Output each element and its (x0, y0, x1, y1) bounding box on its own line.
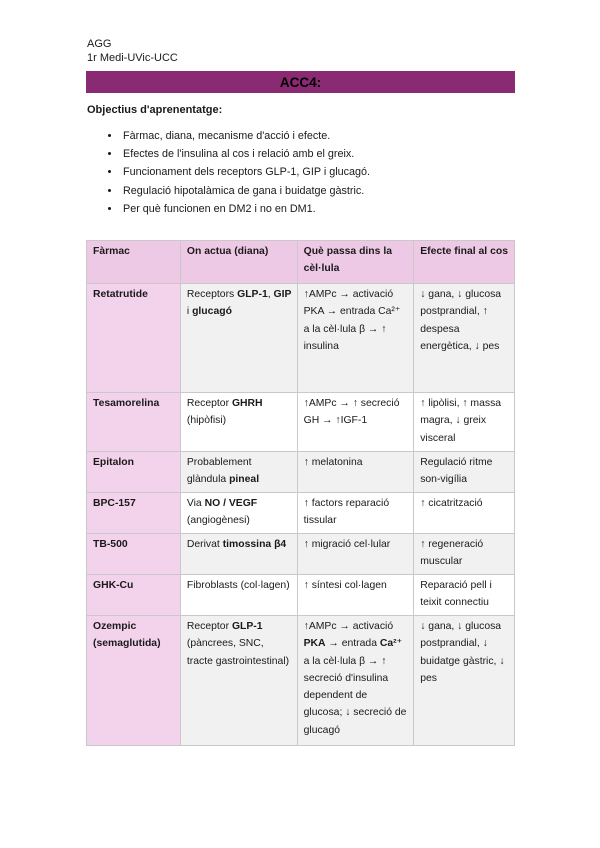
author-initials: AGG (87, 38, 112, 50)
list-item: • Per què funcionen en DM2 i no en DM1. (121, 200, 541, 218)
final-effect: ↑ lipòlisi, ↑ massa magra, ↓ greix visceral (414, 393, 515, 452)
table-row (87, 534, 515, 575)
table-row (87, 616, 515, 746)
drug-target (180, 452, 297, 493)
target-bold: GLP-1 (237, 289, 268, 300)
column-header-effect: Efecte final al cos (414, 241, 515, 284)
cell-mechanism: ↑AMPc → activació PKA → entrada Ca²⁺ a la cèl·lula β → ↑ insulina (297, 284, 414, 393)
column-header-target: On actua (diana) (180, 241, 297, 284)
target-text: Derivat (186, 539, 223, 550)
final-effect: ↓ gana, ↓ glucosa postprandial, ↓ buidatge gàstric, ↓ pes (414, 616, 515, 746)
list-item: • Regulació hipotalàmica de gana i buidatge gàstric. (121, 182, 541, 200)
drug-target (180, 493, 297, 534)
target-bold: GHRH (231, 398, 263, 409)
table-row (87, 452, 515, 493)
final-effect: ↑ cicatrització (414, 493, 515, 534)
target-text: i (186, 306, 193, 318)
document-header (87, 37, 178, 65)
drug-target (180, 284, 297, 393)
cell-mechanism: ↑ melatonina (297, 452, 414, 493)
target-text: Fibroblasts (col·lagen) (186, 580, 290, 591)
cell-mechanism: ↑ factors reparació tissular (297, 493, 414, 534)
mechanism-text: → entrada (325, 638, 380, 650)
drug-name: Tesamorelina (87, 393, 181, 452)
target-bold: pineal (229, 474, 260, 486)
cell-mechanism (297, 616, 414, 746)
cell-mechanism: ↑ síntesi col·lagen (297, 575, 414, 616)
final-effect: Regulació ritme son-vigília (414, 452, 515, 493)
title-bar (86, 71, 515, 93)
drug-name: TB-500 (87, 534, 181, 575)
drug-name: Retatrutide (87, 284, 181, 393)
drug-name: BPC-157 (87, 493, 181, 534)
column-header-drug: Fàrmac (87, 241, 181, 284)
cell-mechanism: ↑AMPc → ↑ secreció GH → ↑IGF-1 (297, 393, 414, 452)
drug-target (180, 393, 297, 452)
drug-name: GHK-Cu (87, 575, 181, 616)
table-row (87, 284, 515, 393)
target-bold: GLP-1 (231, 621, 263, 632)
list-item: • Efectes de l'insulina al cos i relació amb el greix. (121, 145, 541, 163)
table-row (87, 493, 515, 534)
final-effect: Reparació pell i teixit connectiu (414, 575, 515, 616)
cell-mechanism: ↑ migració cel·lular (297, 534, 414, 575)
drug-name: Epitalon (87, 452, 181, 493)
drug-target (180, 534, 297, 575)
drug-target (180, 575, 297, 616)
objectives-list (87, 127, 541, 218)
target-bold: glucagó (192, 306, 232, 318)
table-header-row (87, 241, 515, 284)
column-header-cell: Què passa dins la cèl·lula (297, 241, 414, 284)
target-text: Via (186, 498, 205, 509)
page-title: ACC4: (279, 74, 322, 90)
objectives-heading: Objectius d'aprenentatge: (87, 104, 223, 116)
list-item: • Funcionament dels receptors GLP-1, GIP i glucagó. (121, 163, 541, 181)
drug-target (180, 616, 297, 746)
mechanism-text: ↑AMPc → activació (303, 621, 394, 632)
target-text: (pàncrees, SNC, tracte gastrointestinal) (186, 638, 290, 667)
table-row (87, 393, 515, 452)
final-effect: ↑ regeneració muscular (414, 534, 515, 575)
drug-name: Ozempic (semaglutida) (87, 616, 181, 746)
target-bold: GIP (273, 289, 292, 300)
drug-table (86, 240, 515, 746)
mechanism-bold: Ca²⁺ (379, 638, 403, 650)
target-bold: timossina β4 (222, 539, 287, 550)
mechanism-bold: PKA (303, 638, 326, 650)
table-row (87, 575, 515, 616)
list-item: • Fàrmac, diana, mecanisme d'acció i efecte. (121, 127, 541, 145)
mechanism-text: a la cèl·lula β → ↑ secreció d'insulina dependent de glucosa; ↓ secreció de glucagó (303, 655, 407, 736)
target-bold: NO / VEGF (204, 498, 258, 509)
final-effect: ↓ gana, ↓ glucosa postprandial, ↑ despesa energètica, ↓ pes (414, 284, 515, 393)
course-label: 1r Medi-UVic-UCC (87, 52, 178, 64)
target-text: (angiogènesi) (186, 515, 250, 527)
target-text: , (267, 289, 274, 300)
target-text: Receptors (186, 289, 238, 300)
target-text: (hipòfisi) (186, 415, 227, 427)
target-text: Receptor (186, 398, 232, 409)
target-text: Probablement glàndula (186, 457, 252, 486)
target-text: Receptor (186, 621, 232, 632)
